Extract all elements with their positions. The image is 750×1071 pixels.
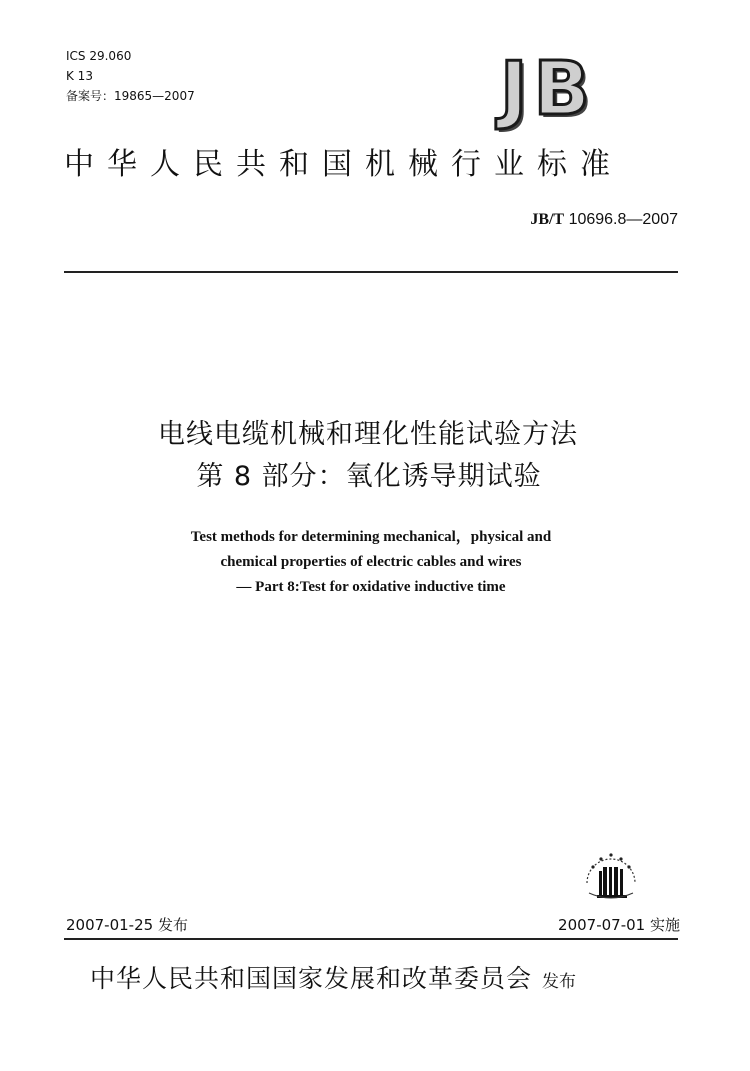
top-divider xyxy=(64,271,678,273)
classification-code: K 13 xyxy=(66,69,93,83)
ndrc-emblem-icon xyxy=(579,845,643,905)
ics-code: ICS 29.060 xyxy=(66,49,132,63)
document-title-en-line-3: — Part 8:Test for oxidative inductive time xyxy=(236,579,506,595)
standard-number-prefix: JB/T xyxy=(530,211,565,228)
standard-number-value: 10696.8—2007 xyxy=(568,211,678,228)
jb-logo: JB xyxy=(500,46,596,132)
document-title-cn-line-1: 电线电缆机械和理化性能试验方法 xyxy=(158,419,578,450)
implementation-date: 2007-07-01 实施 xyxy=(558,916,680,934)
issuer-name: 中华人民共和国国家发展和改革委员会 xyxy=(90,964,533,993)
issuing-authority xyxy=(90,966,690,991)
document-title-cn-line-2: 第 8 部分：氧化诱导期试验 xyxy=(196,461,542,492)
issuer-suffix: 发布 xyxy=(542,972,577,992)
standard-title: 中华人民共和国机械行业标准 xyxy=(64,147,623,182)
issue-date: 2007-01-25 发布 xyxy=(66,916,188,934)
document-title-en-line-1: Test methods for determining mechanical，physical and xyxy=(190,529,552,545)
standard-number xyxy=(470,211,678,229)
record-number: 备案号：19865—2007 xyxy=(66,89,195,103)
date-divider xyxy=(64,938,678,940)
document-title-en-line-2: chemical properties of electric cables and wires xyxy=(220,554,522,570)
